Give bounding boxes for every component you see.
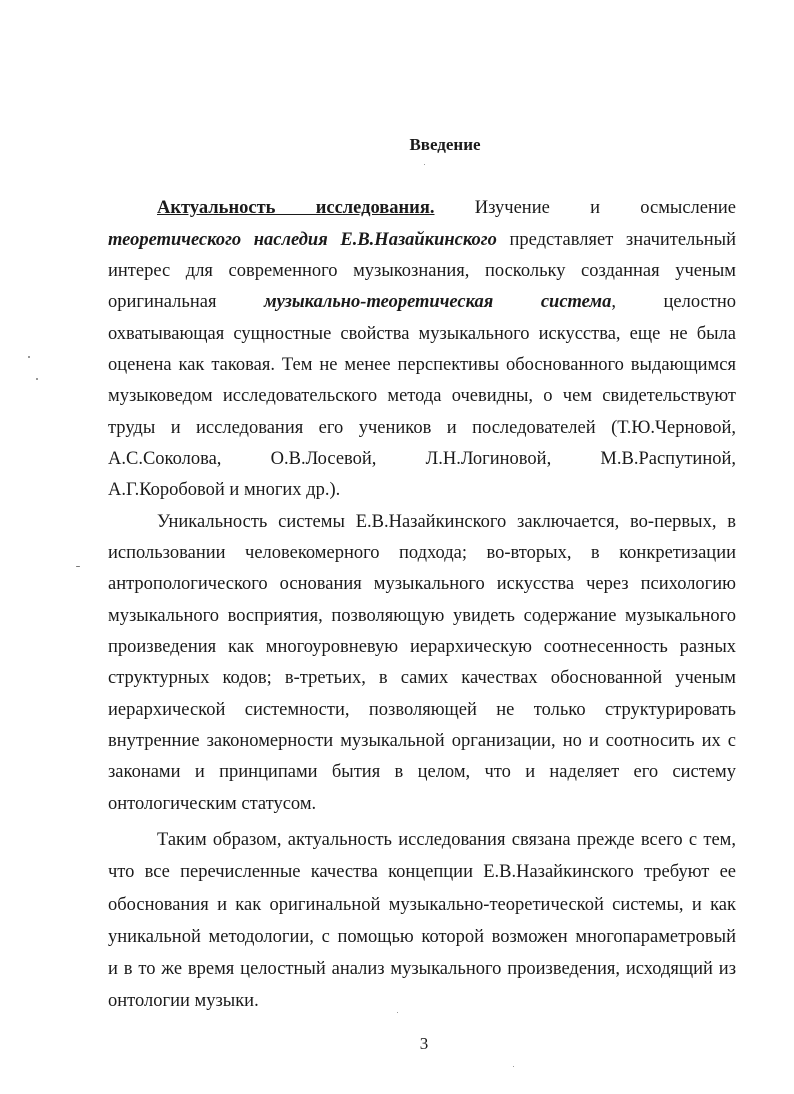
emphasis-text: музыкально-теоретическая система — [263, 292, 612, 312]
scan-speck — [36, 378, 38, 380]
text-line: и в то же время целостный анализ музыкального произведения, исходящий из — [108, 959, 736, 979]
text-line: Таким образом, актуальность исследования связана прежде всего с тем, — [157, 830, 736, 850]
scan-speck — [397, 1012, 398, 1013]
text-line: онтологии музыки. — [108, 991, 259, 1011]
text-line — [157, 197, 736, 219]
section-label: Актуальность исследования. — [157, 198, 435, 218]
text-line: музыковедом исследовательского метода очевидны, о чем свидетельствуют — [108, 386, 736, 406]
page-number: 3 — [419, 1034, 429, 1053]
text-fragment: оригинальная — [108, 292, 264, 312]
text-line: интерес для современного музыкознания, поскольку созданная ученым — [108, 261, 736, 281]
page-title: Введение — [409, 135, 481, 154]
text-line: Уникальность системы Е.В.Назайкинского заключается, во-первых, в — [157, 512, 736, 532]
text-fragment: представляет значительный — [496, 230, 736, 250]
text-line: структурных кодов; в-третьих, в самих качествах обоснованной ученым — [108, 668, 736, 688]
scan-speck — [28, 356, 30, 358]
scan-speck — [76, 566, 80, 567]
text-line: законами и принципами бытия в целом, что и наделяет его систему — [108, 762, 736, 782]
text-line: что все перечисленные качества концепции Е.В.Назайкинского требуют ее — [108, 862, 736, 882]
text-line — [108, 229, 736, 251]
text-fragment: Изучение и осмысление — [474, 198, 737, 218]
text-line: обоснования и как оригинальной музыкально-теоретической системы, и как — [108, 895, 736, 915]
text-line: антропологического основания музыкального искусства через психологию — [108, 574, 736, 594]
text-line: охватывающая сущностные свойства музыкального искусства, еще не была — [108, 324, 736, 344]
text-line: произведения как многоуровневую иерархическую соотнесенность разных — [108, 637, 736, 657]
scan-speck — [513, 1066, 514, 1067]
text-fragment: , целостно — [611, 292, 736, 312]
text-line: А.Г.Коробовой и многих др.). — [108, 480, 341, 500]
text-line: уникальной методологии, с помощью которой возможен многопараметровый — [108, 927, 736, 947]
text-line: оценена как таковая. Тем не менее перспективы обоснованного выдающимся — [108, 355, 736, 375]
text-line: иерархической системности, позволяющей не только структурировать — [108, 700, 736, 720]
text-line: онтологическим статусом. — [108, 794, 317, 814]
text-line: внутренние закономерности музыкальной организации, но и соотносить их с — [108, 731, 736, 751]
scan-speck — [424, 164, 425, 165]
emphasis-text: теоретического наследия Е.В.Назайкинского — [108, 230, 497, 250]
text-line: использовании человекомерного подхода; во-вторых, в конкретизации — [108, 543, 736, 563]
text-line — [108, 291, 736, 313]
text-line: музыкального восприятия, позволяющую увидеть содержание музыкального — [108, 606, 736, 626]
text-line: труды и исследования его учеников и последователей (Т.Ю.Черновой, — [108, 418, 736, 438]
text-line: А.С.Соколова, О.В.Лосевой, Л.Н.Логиновой, М.В.Распутиной, — [108, 449, 736, 469]
